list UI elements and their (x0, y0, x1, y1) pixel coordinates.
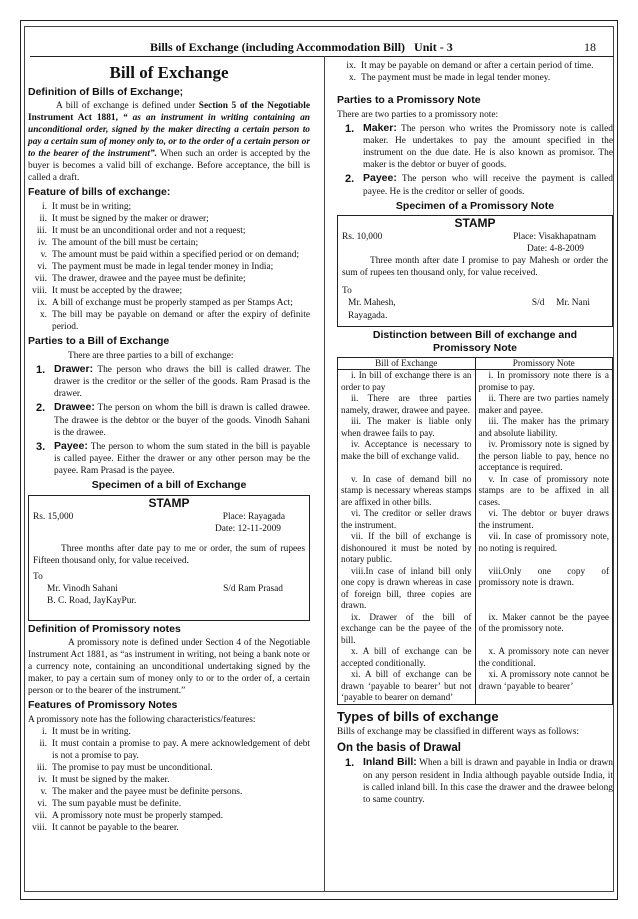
features-heading: Feature of bills of exchange: (28, 186, 171, 199)
item-keyword: Drawee: (54, 401, 95, 414)
list-item (28, 237, 310, 249)
types-heading: Types of bills of exchange (337, 708, 499, 724)
pn-amount: Rs. 10,000 (342, 232, 383, 243)
continued-features-list (337, 60, 613, 84)
list-item (337, 172, 613, 197)
promissory-parties-list (337, 122, 613, 198)
item-number: iv. (37, 237, 47, 248)
table-row (338, 416, 613, 439)
item-number: iii. (36, 225, 47, 236)
table-row (338, 370, 613, 394)
bill-cell (338, 393, 476, 416)
list-item (28, 201, 310, 213)
item-text: It must be in writing; (52, 201, 132, 212)
promissory-specimen-box (337, 215, 613, 327)
bill-amount-row (29, 511, 309, 523)
item-text: The sum payable must be definite. (52, 798, 182, 809)
promissory-cell (475, 393, 613, 416)
item-number: 1. (345, 757, 355, 770)
item-text: The payment must be made in legal tender money. (361, 73, 551, 84)
pn-date: Date: 4-8-2009 (526, 244, 584, 255)
distinction-heading: Distinction between Bill of exchange and Promissory Note (372, 328, 578, 355)
item-number: x. (348, 73, 356, 84)
bill-date-row (29, 523, 309, 535)
promissory-cell (475, 439, 613, 474)
item-text: The person who will receive the payment is called payee. He is the creditor or seller of goods. (363, 174, 613, 197)
item-text: The amount of the bill must be certain; (52, 237, 199, 248)
item-keyword: Inland Bill: (363, 756, 417, 769)
promissory-cell (475, 474, 613, 509)
item-text: The bill may be payable on demand or after the expiry of definite period. (52, 310, 310, 333)
bill-specimen-box (28, 495, 310, 621)
list-item (28, 297, 310, 309)
cell-text: iii. The maker has the primary and absolute liability. (478, 416, 609, 438)
promissory-cell (475, 531, 613, 566)
comparison-table (337, 357, 613, 705)
item-text: When a bill is drawn and payable in India or drawn on any person resident in India although payable outside India, it is called inland bill. In this case the drawer and the drawee belong to same country. (363, 758, 613, 805)
pn-to-row (338, 297, 612, 309)
item-number: ii. (39, 738, 47, 749)
bill-sign: S/d Ram Prasad (223, 584, 283, 595)
item-number: 3. (36, 440, 46, 453)
def-text-2: of the Negotiable Instrument Act 1881, (28, 101, 311, 124)
item-text: It must be signed by the maker. (52, 774, 170, 785)
bill-cell (338, 508, 476, 531)
item-number: ix. (37, 298, 47, 309)
bill-cell (338, 416, 476, 439)
right-column (337, 60, 613, 807)
cell-text: iv. Acceptance is necessary to make the bill of exchange valid. (341, 439, 472, 461)
definition-paragraph (28, 100, 310, 184)
page-number: 18 (584, 40, 596, 54)
list-item (28, 786, 310, 798)
list-item (28, 225, 310, 237)
bill-date: Date: 12-11-2009 (214, 523, 281, 534)
item-text: A bill of exchange must be properly stamped as per Stamps Act; (52, 298, 293, 309)
parties-list (28, 363, 310, 478)
item-text: It must be in writing. (52, 726, 131, 737)
list-item (28, 822, 310, 834)
item-keyword: Maker: (363, 121, 397, 134)
bill-to-name: Mr. Vinodh Sahani (47, 584, 118, 595)
pn-address: Rayagada. (348, 310, 388, 321)
table-row (338, 612, 613, 647)
table-row (338, 474, 613, 509)
cell-text: v. In case of demand bill no stamp is necessary whereas stamps are affixed in other bills. (341, 473, 472, 507)
item-number: ii. (39, 213, 47, 224)
page-title: Bill of Exchange (109, 63, 229, 82)
cell-text: vii. In case of promissory note, no noting is required. (478, 531, 609, 553)
list-item (28, 774, 310, 786)
item-number: 2. (36, 402, 46, 415)
item-number: vii. (34, 810, 47, 821)
item-number: v. (40, 249, 47, 260)
item-number: viii. (32, 286, 47, 297)
def-quote: “ as an instrument in writing containing an unconditional order, signed by the maker directing a certain person to pay a certain sum of money only to, or to the order of a certain person or to the bearer of the instrument”. (28, 113, 310, 160)
item-keyword: Drawer: (54, 362, 94, 375)
item-number: x. (39, 310, 47, 321)
inland-list (337, 756, 613, 806)
def-section: Section 5 (198, 101, 237, 112)
bill-place: Place: Rayagada (222, 511, 285, 522)
promissory-features-heading: Features of Promissory Notes (28, 699, 178, 712)
cell-text: iv. Promissory note is signed by the person liable to pay, hence no acceptance is required. (478, 439, 609, 473)
promissory-definition-heading: Definition of Promissory notes (28, 622, 181, 635)
cell-text: vii. If the bill of exchange is dishonoured it must be noted by notary public. (341, 531, 472, 565)
stamp-label: STAMP (454, 215, 496, 230)
bill-cell (338, 370, 476, 394)
promissory-cell (475, 370, 613, 394)
list-item (28, 249, 310, 261)
promissory-features-list (28, 726, 310, 834)
cell-text: ii. There are three parties namely, drawer, drawee and payee. (341, 393, 472, 415)
cell-text: i. In promissory note there is a promise to pay. (478, 370, 609, 392)
item-text: The person to whom the sum stated in the bill is payable is called payee. Either the drawer or any other person may be the payee. Ram Prasad is the payee. (54, 441, 310, 477)
bill-to-row (29, 583, 309, 595)
bill-cell (338, 612, 476, 647)
drawal-heading: On the basis of Drawal (337, 741, 461, 754)
item-number: 1. (345, 122, 355, 135)
item-text: The drawer, drawee and the payee must be definite; (52, 274, 246, 285)
item-number: viii. (32, 822, 47, 833)
comparison-body (338, 370, 613, 705)
cell-text: vi. The debtor or buyer draws the instrument. (478, 508, 609, 530)
promissory-definition: A promissory note is defined under Section 4 of the Negotiable Instrument Act 1881, as “as instrument in writing, not being a bank note or a currency note, containing an unconditional undertaking signed by the maker, to pay a certain sum of money only to or to the order of, a certain person or to the bearer of the instrument.” (28, 638, 310, 697)
item-text: The amount must be paid within a specified period or on demand; (52, 249, 300, 260)
item-number: i. (42, 201, 47, 212)
cell-text: viii.In case of inland bill only one copy is drawn whereas in case of foreign bill, three copies are drawn. (341, 565, 472, 611)
pn-place: Place: Visakhapatnam (513, 232, 596, 243)
item-text: It may be payable on demand or after a certain period of time. (361, 61, 594, 71)
item-number: iii. (36, 762, 47, 773)
bill-cell (338, 439, 476, 474)
promissory-cell (475, 669, 613, 704)
list-item (28, 440, 310, 478)
list-item (28, 363, 310, 401)
promissory-parties-heading: Parties to a Promissory Note (337, 94, 481, 107)
list-item (337, 60, 613, 72)
bill-cell (338, 474, 476, 509)
item-number: vi. (37, 798, 47, 809)
bill-address: B. C. Road, JayKayPur. (47, 596, 137, 607)
cell-text: ii. There are two parties namely maker and payee. (478, 393, 609, 415)
table-row (338, 669, 613, 704)
list-item (28, 401, 310, 439)
list-item (28, 810, 310, 822)
item-number: ix. (346, 61, 356, 71)
promissory-cell (475, 566, 613, 612)
list-item (28, 762, 310, 774)
cell-text: i. In bill of exchange there is an order to pay (341, 370, 472, 392)
header-rule (30, 56, 614, 57)
pn-to: To (342, 286, 352, 297)
cell-text: ix. Maker cannot be the payee of the promissory note. (478, 611, 609, 634)
bill-cell (338, 566, 476, 612)
table-row (338, 531, 613, 566)
cell-text: xi. A promissory note cannot be drawn ‘payable to bearer’ (478, 669, 609, 691)
item-text: The person who draws the bill is called drawer. The drawer is the creditor or the seller of the goods. Ram Prasad is the drawer. (54, 364, 310, 400)
item-number: vi. (37, 262, 47, 272)
cell-text: iii. The maker is liable only when drawee fails to pay. (341, 416, 472, 438)
list-item (28, 261, 310, 273)
item-text: The person on whom the bill is drawn is called drawee. The drawee is the debtor or the buyer of the goods. Vinodh Sahani is the drawee. (54, 403, 310, 438)
item-text: The promise to pay must be unconditional. (52, 762, 213, 773)
specimen-promissory-heading: Specimen of a Promissory Note (395, 199, 555, 212)
cell-text: x. A promissory note can never the conditional. (478, 646, 609, 668)
table-header-promissory: Promissory Note (475, 357, 613, 370)
promissory-parties-intro: There are two parties to a promissory note: (337, 109, 499, 120)
bill-body: Three months after date pay to me or order, the sum of rupees Fifteen thousand only, for value received. (33, 544, 305, 567)
cell-text: xi. A bill of exchange can be drawn ‘payable to bearer’ but not ‘payable to bearer on demand’ (341, 669, 472, 703)
list-item (28, 213, 310, 225)
list-item (337, 122, 613, 172)
def-text-1: A bill of exchange is defined under (56, 101, 199, 112)
specimen-bill-heading: Specimen of a bill of Exchange (91, 479, 247, 492)
parties-intro: There are three parties to a bill of exchange: (68, 350, 234, 361)
pn-amount-row (338, 231, 612, 243)
item-number: iv. (37, 774, 47, 785)
cell-text: v. In case of promissory note stamps are to be affixed in all cases. (478, 473, 609, 507)
bill-cell (338, 669, 476, 704)
list-item (28, 738, 310, 762)
pn-to-name: Mr. Mahesh, (348, 298, 396, 309)
item-text: The maker and the payee must be definite persons. (52, 786, 243, 797)
list-item (337, 756, 613, 806)
item-text: The person who writes the Promissory note is called maker. He undertakes to pay the amount specified in the instrument on the due date. He is also known as promisor. The maker is the debtor or buyer of goods. (363, 123, 613, 171)
list-item (28, 309, 310, 333)
item-number: 1. (36, 363, 46, 376)
item-text: It must be an unconditional order and not a request; (52, 225, 246, 236)
table-header-bill: Bill of Exchange (338, 357, 476, 370)
list-item (28, 726, 310, 738)
list-item (28, 285, 310, 297)
item-text: It must be signed by the maker or drawer; (52, 213, 209, 224)
item-text: It must contain a promise to pay. A mere acknowledgement of debt is not a promise to pay. (52, 738, 310, 761)
item-keyword: Payee: (54, 439, 88, 452)
table-row (338, 646, 613, 669)
bill-cell (338, 531, 476, 566)
pn-body: Three month after date I promise to pay Mahesh or order the sum of rupees ten thousand only, for value received. (342, 256, 608, 279)
parties-heading: Parties to a Bill of Exchange (28, 335, 170, 348)
page-header (150, 40, 610, 55)
promissory-cell (475, 508, 613, 531)
bill-amount: Rs. 15,000 (33, 511, 74, 522)
column-divider (324, 56, 325, 892)
header-title: Bills of Exchange (including Accommodation Bill) Unit - 3 (150, 40, 453, 54)
table-row (338, 566, 613, 612)
definition-heading: Definition of Bills of Exchange; (28, 85, 184, 98)
cell-text: ix. Drawer of the bill of exchange can be the payee of the bill. (341, 611, 472, 645)
item-number: vii. (34, 274, 47, 285)
features-list (28, 201, 310, 333)
promissory-cell (475, 612, 613, 647)
bill-to: To (33, 572, 43, 583)
list-item (28, 273, 310, 285)
item-text: It must be accepted by the drawee; (52, 286, 183, 297)
def-text-3: When such an order is accepted by the buyer is becomes a valid bill of exchange. Before acceptance, the bill is called a draft. (28, 149, 310, 184)
cell-text: vi. The creditor or seller draws the instrument. (341, 508, 472, 530)
types-intro: Bills of exchange may be classified in different ways as follows: (337, 727, 579, 738)
item-number: 2. (345, 173, 355, 186)
cell-text: viii.Only one copy of promissory note is drawn. (478, 565, 609, 588)
promissory-features-intro: A promissory note has the following characteristics/features: (28, 714, 256, 725)
promissory-cell (475, 646, 613, 669)
table-row (338, 439, 613, 474)
list-item (28, 798, 310, 810)
list-item (337, 72, 613, 84)
item-text: It cannot be payable to the bearer. (52, 822, 179, 833)
pn-date-row (338, 243, 612, 255)
table-row (338, 393, 613, 416)
item-text: The payment must be made in legal tender money in India; (52, 262, 274, 272)
bill-cell (338, 646, 476, 669)
promissory-cell (475, 416, 613, 439)
item-text: A promissory note must be properly stamped. (52, 810, 224, 821)
left-column (28, 60, 310, 834)
item-number: i. (42, 726, 47, 737)
stamp-label: STAMP (148, 495, 190, 510)
table-row (338, 508, 613, 531)
item-number: v. (40, 786, 47, 797)
pn-sign: S/d Mr. Nani (531, 298, 590, 309)
cell-text: x. A bill of exchange can be accepted conditionally. (341, 646, 472, 668)
item-keyword: Payee: (363, 172, 397, 185)
